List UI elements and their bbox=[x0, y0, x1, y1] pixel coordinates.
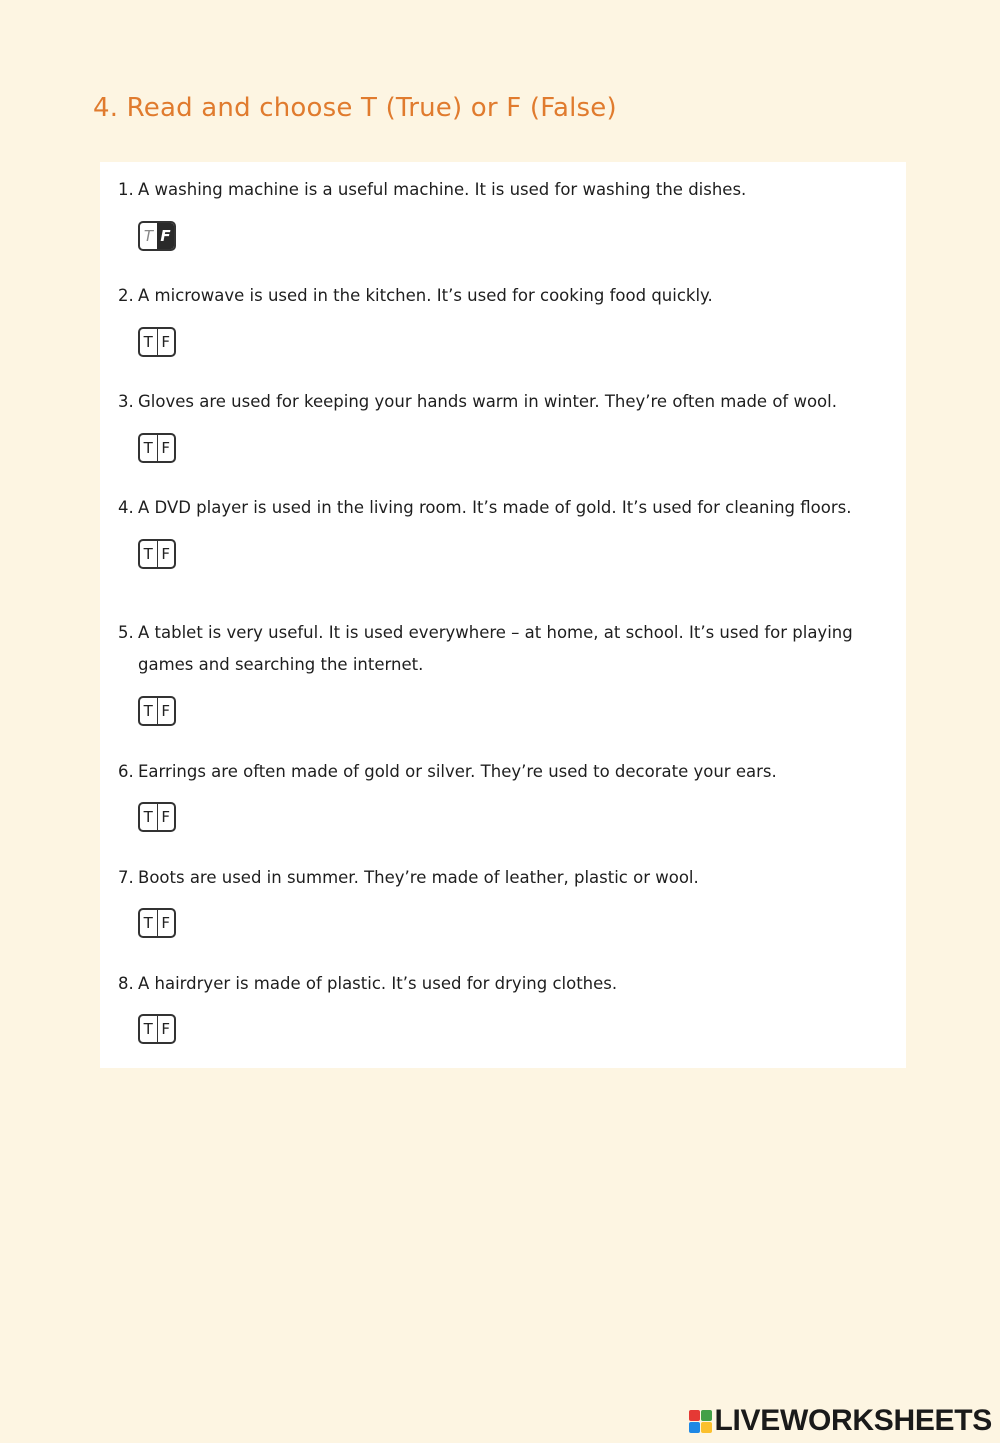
false-option[interactable]: F bbox=[161, 333, 171, 351]
liveworksheets-brand bbox=[689, 1404, 993, 1438]
question-text: A washing machine is a useful machine. It is used for washing the dishes. bbox=[138, 180, 747, 199]
tf-toggle-1[interactable] bbox=[138, 221, 176, 251]
true-option[interactable]: T bbox=[140, 541, 158, 567]
question-1 bbox=[118, 174, 746, 206]
true-option[interactable]: T bbox=[140, 1016, 158, 1042]
exercise-heading: 4. Read and choose T (True) or F (False) bbox=[93, 93, 617, 123]
brand-name: LIVEWORKSHEETS bbox=[714, 1404, 992, 1437]
tf-toggle-3[interactable] bbox=[138, 433, 176, 463]
false-option[interactable]: F bbox=[161, 808, 171, 826]
question-number: 7. bbox=[118, 868, 134, 887]
question-number: 1. bbox=[118, 180, 134, 199]
true-option[interactable]: T bbox=[140, 435, 158, 461]
question-number: 8. bbox=[118, 974, 134, 993]
question-number: 3. bbox=[118, 392, 134, 411]
tf-toggle-7[interactable] bbox=[138, 908, 176, 938]
question-text-continued: games and searching the internet. bbox=[138, 655, 424, 674]
tf-toggle-8[interactable] bbox=[138, 1014, 176, 1044]
question-text: A DVD player is used in the living room. It’s made of gold. It’s used for cleaning floors. bbox=[138, 498, 852, 517]
false-option[interactable]: F bbox=[157, 223, 174, 249]
tf-toggle-4[interactable] bbox=[138, 539, 176, 569]
liveworksheets-logo-icon bbox=[689, 1410, 712, 1433]
question-number: 4. bbox=[118, 498, 134, 517]
false-option[interactable]: F bbox=[161, 702, 171, 720]
true-option[interactable]: T bbox=[140, 329, 158, 355]
question-number: 5. bbox=[118, 623, 134, 642]
true-option[interactable]: T bbox=[140, 804, 158, 830]
true-option[interactable]: T bbox=[140, 910, 158, 936]
question-6 bbox=[118, 756, 777, 788]
true-option[interactable]: T bbox=[143, 227, 154, 245]
tf-toggle-2[interactable] bbox=[138, 327, 176, 357]
logo-square-blue bbox=[689, 1422, 700, 1433]
question-3 bbox=[118, 386, 837, 418]
question-text: A microwave is used in the kitchen. It’s used for cooking food quickly. bbox=[138, 286, 713, 305]
logo-square-red bbox=[689, 1410, 700, 1421]
false-option[interactable]: F bbox=[161, 914, 171, 932]
false-option[interactable]: F bbox=[161, 545, 171, 563]
logo-square-yellow bbox=[701, 1422, 712, 1433]
question-number: 6. bbox=[118, 762, 134, 781]
question-number: 2. bbox=[118, 286, 134, 305]
question-text: Gloves are used for keeping your hands warm in winter. They’re often made of wool. bbox=[138, 392, 837, 411]
logo-square-green bbox=[701, 1410, 712, 1421]
false-option[interactable]: F bbox=[161, 1020, 171, 1038]
question-text: Earrings are often made of gold or silver. They’re used to decorate your ears. bbox=[138, 762, 777, 781]
tf-toggle-5[interactable] bbox=[138, 696, 176, 726]
question-text: Boots are used in summer. They’re made of leather, plastic or wool. bbox=[138, 868, 699, 887]
question-2 bbox=[118, 280, 713, 312]
question-text: A tablet is very useful. It is used everywhere – at home, at school. It’s used for playing bbox=[138, 623, 853, 642]
tf-toggle-6[interactable] bbox=[138, 802, 176, 832]
false-option[interactable]: F bbox=[161, 439, 171, 457]
question-text: A hairdryer is made of plastic. It’s used for drying clothes. bbox=[138, 974, 618, 993]
question-8 bbox=[118, 968, 617, 1000]
question-5 bbox=[118, 617, 853, 681]
question-4 bbox=[118, 492, 852, 524]
true-option[interactable]: T bbox=[140, 698, 158, 724]
question-7 bbox=[118, 862, 699, 894]
